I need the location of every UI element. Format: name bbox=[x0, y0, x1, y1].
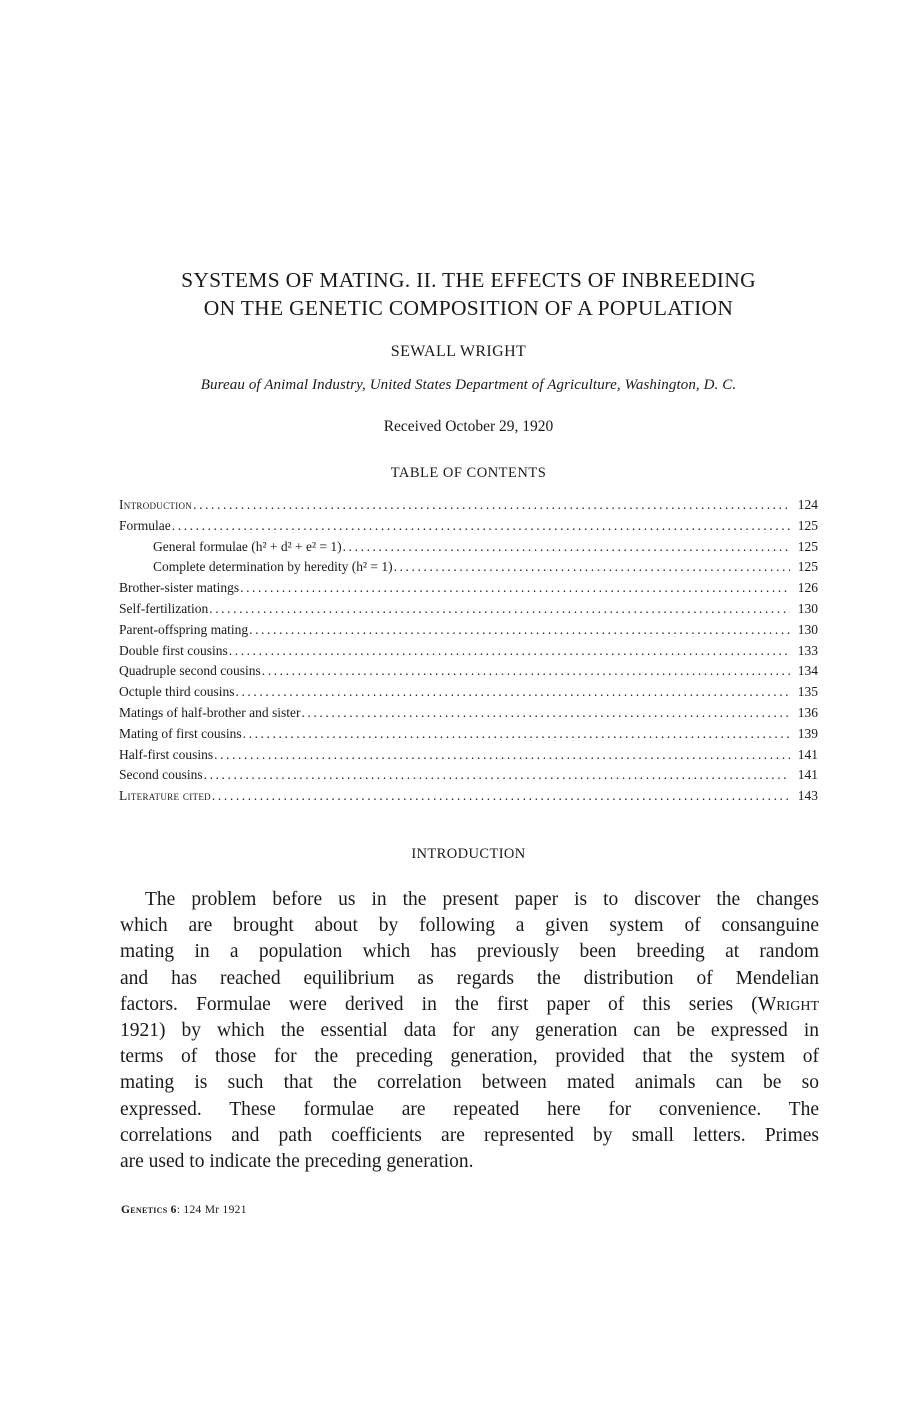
toc-entry-page: 133 bbox=[797, 642, 818, 658]
toc-entry-page: 135 bbox=[797, 684, 818, 700]
toc-entry-double-first-cousins bbox=[119, 641, 818, 662]
toc-entry-octuple-third-cousins bbox=[119, 682, 818, 703]
toc-entry-label: Parent-offspring mating bbox=[119, 621, 249, 637]
toc-entry-page: 125 bbox=[797, 559, 818, 575]
toc-entry-label: General formulae (h² + d² + e² = 1) bbox=[153, 538, 342, 554]
paper-title bbox=[110, 266, 827, 322]
toc-leader-dots bbox=[235, 682, 790, 703]
toc-entry-formulae bbox=[119, 516, 818, 537]
toc-entry-label: Self-fertilization bbox=[119, 600, 209, 616]
toc-entry-parent-offspring bbox=[119, 620, 818, 641]
paragraph-line: mating in a population which has previously been breeding at random bbox=[120, 941, 819, 963]
toc-entry-label: Introduction bbox=[119, 497, 193, 512]
toc-entry-label: Half-first cousins bbox=[119, 746, 214, 762]
toc-leader-dots bbox=[229, 641, 790, 662]
author-affiliation: Bureau of Animal Industry, United States Department of Agriculture, Washington, D. C. bbox=[200, 377, 737, 393]
toc-leader-dots bbox=[193, 495, 790, 516]
toc-entry-page: 141 bbox=[797, 767, 818, 783]
toc-entry-page: 126 bbox=[797, 580, 818, 596]
toc-leader-dots bbox=[214, 745, 790, 766]
toc-leader-dots bbox=[212, 786, 790, 807]
paragraph-line: 1921) by which the essential data for any generation can be expressed in bbox=[120, 1020, 819, 1042]
toc-entry-quadruple-second-cousins bbox=[119, 661, 818, 682]
title-line-1: SYSTEMS OF MATING. II. THE EFFECTS OF INBREEDING bbox=[181, 268, 756, 292]
toc-leader-dots bbox=[243, 724, 790, 745]
journal-name: Genetics bbox=[121, 1204, 168, 1216]
received-date: Received October 29, 1920 bbox=[383, 418, 554, 435]
paragraph-line: which are brought about by following a given system of consanguine bbox=[120, 915, 819, 937]
toc-heading: TABLE OF CONTENTS bbox=[390, 465, 547, 481]
paragraph-line: The problem before us in the present paper is to discover the changes bbox=[145, 889, 819, 910]
citation-author: Wright bbox=[757, 993, 819, 1015]
toc-leader-dots bbox=[249, 620, 790, 641]
toc-entry-label: Literature cited bbox=[119, 788, 211, 804]
title-line-2: ON THE GENETIC COMPOSITION OF A POPULATION bbox=[203, 296, 734, 320]
toc-entry-label: Second cousins bbox=[119, 767, 203, 783]
paragraph-line: terms of those for the preceding generation, provided that the system of bbox=[120, 1046, 819, 1068]
paragraph-line-with-citation bbox=[120, 992, 819, 1018]
paragraph-line: expressed. These formulae are repeated here for convenience. The bbox=[120, 1098, 819, 1120]
toc-entry-half-brother-sister bbox=[119, 703, 818, 724]
paragraph-line: are used to indicate the preceding generation. bbox=[120, 1151, 474, 1173]
toc-entry-label: Octuple third cousins bbox=[119, 684, 235, 700]
toc-entry-page: 130 bbox=[797, 600, 818, 616]
journal-issue-info: : 124 Mr 1921 bbox=[176, 1204, 247, 1216]
paragraph-line: mating is such that the correlation between mated animals can be so bbox=[120, 1072, 819, 1094]
toc-entry-label: Matings of half-brother and sister bbox=[119, 704, 301, 720]
toc-entry-page: 130 bbox=[797, 621, 818, 637]
toc-leader-dots bbox=[240, 578, 790, 599]
toc-entry-page: 124 bbox=[797, 497, 818, 512]
toc-leader-dots bbox=[343, 537, 790, 558]
toc-entry-page: 141 bbox=[797, 746, 818, 762]
toc-entry-label: Complete determination by heredity (h² = 1) bbox=[153, 559, 393, 575]
toc-entry-complete-determination bbox=[119, 557, 818, 578]
toc-entry-brother-sister bbox=[119, 578, 818, 599]
toc-entry-label: Mating of first cousins bbox=[119, 725, 242, 741]
table-of-contents bbox=[119, 495, 818, 807]
toc-entry-literature-cited bbox=[119, 786, 818, 807]
toc-entry-general-formulae bbox=[119, 537, 818, 558]
toc-leader-dots bbox=[394, 557, 790, 578]
toc-entry-label: Double first cousins bbox=[119, 642, 228, 658]
paragraph-line: and has reached equilibrium as regards the distribution of Mendelian bbox=[120, 967, 819, 989]
introduction-heading: INTRODUCTION bbox=[411, 846, 526, 862]
toc-entry-second-cousins bbox=[119, 765, 818, 786]
toc-leader-dots bbox=[262, 661, 790, 682]
toc-entry-page: 139 bbox=[797, 725, 818, 741]
toc-leader-dots bbox=[172, 516, 790, 537]
toc-entry-first-cousins bbox=[119, 724, 818, 745]
toc-entry-label: Formulae bbox=[119, 517, 171, 533]
toc-entry-label: Quadruple second cousins bbox=[119, 663, 261, 679]
toc-leader-dots bbox=[204, 765, 790, 786]
toc-entry-half-first-cousins bbox=[119, 745, 818, 766]
toc-leader-dots bbox=[209, 599, 790, 620]
toc-entry-self-fertilization bbox=[119, 599, 818, 620]
toc-entry-page: 125 bbox=[797, 538, 818, 554]
toc-entry-page: 143 bbox=[797, 788, 818, 804]
introduction-paragraph bbox=[120, 887, 819, 1175]
journal-footer bbox=[121, 1204, 247, 1216]
toc-leader-dots bbox=[301, 703, 790, 724]
toc-entry-label: Brother-sister matings bbox=[119, 580, 240, 596]
author-name: SEWALL WRIGHT bbox=[390, 343, 527, 360]
toc-entry-page: 125 bbox=[797, 517, 818, 533]
paragraph-line-text: factors. Formulae were derived in the first paper of this series ( bbox=[120, 993, 758, 1015]
toc-entry-page: 134 bbox=[797, 663, 818, 679]
toc-entry-page: 136 bbox=[797, 704, 818, 720]
journal-volume: 6 bbox=[170, 1204, 177, 1216]
paragraph-line: correlations and path coefficients are represented by small letters. Primes bbox=[120, 1124, 819, 1146]
toc-entry-introduction bbox=[119, 495, 818, 516]
